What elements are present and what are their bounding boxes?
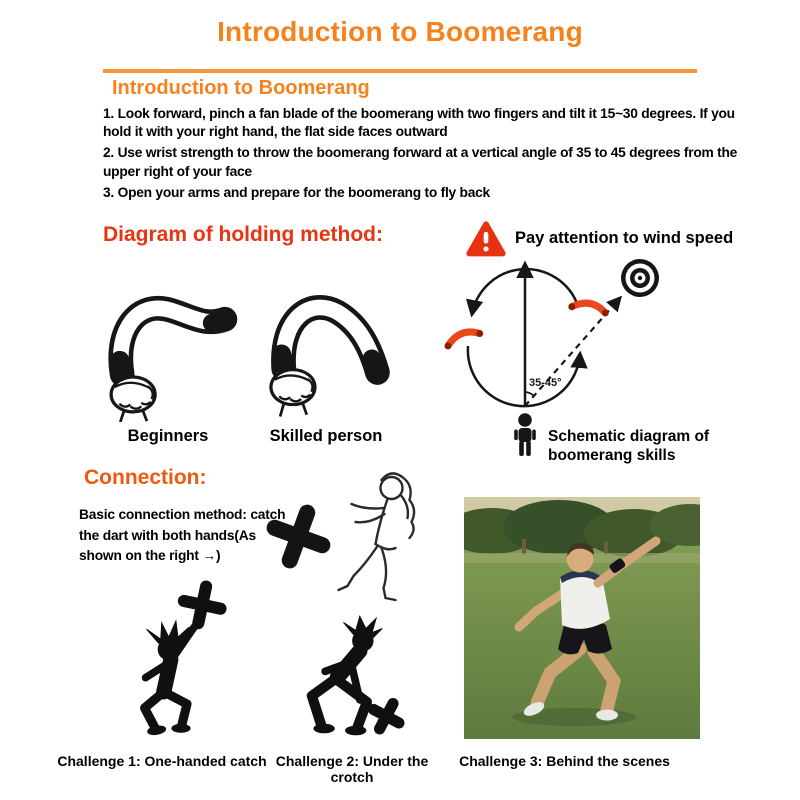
angle-arc: [525, 392, 534, 396]
target-icon: [621, 259, 659, 297]
intro-heading: Introduction to Boomerang: [112, 77, 370, 99]
beginner-label: Beginners: [127, 427, 209, 445]
title-divider: [103, 69, 697, 73]
step-1: 1. Look forward, pinch a fan blade of the boomerang with two fingers and tilt it 15~30 degrees. If you hold it with your right hand, the flat side faces outward: [103, 106, 735, 140]
angle-label: 35-45°: [529, 377, 562, 389]
boomerang-icon-right: [568, 299, 610, 319]
step-3: 3. Open your arms and prepare for the boomerang to fly back: [103, 184, 490, 200]
connection-heading: Connection:: [84, 466, 207, 489]
holding-method-heading: Diagram of holding method:: [103, 223, 383, 246]
beginner-grip-illustration: [90, 266, 246, 422]
fist-icon: [111, 377, 155, 422]
fist-icon: [271, 370, 315, 417]
catching-figure-illustration: [316, 466, 454, 608]
boomerang-tip: [212, 319, 224, 323]
grip-band: [281, 354, 283, 365]
skilled-label: Skilled person: [269, 427, 383, 445]
connection-text: Basic connection method: catch the dart with both hands(As shown on the right →): [79, 507, 286, 564]
page-title: Introduction to Boomerang: [217, 16, 583, 47]
schematic-caption: Schematic diagram of boomerang skills: [548, 428, 710, 464]
boomerang-icon-left: [442, 327, 484, 350]
person-icon: [514, 413, 536, 456]
wind-warning-text: Pay attention to wind speed: [515, 229, 734, 247]
challenge3-photo: [464, 497, 700, 739]
skilled-grip-illustration: [250, 266, 402, 422]
boomerang-tip: [372, 359, 378, 372]
challenge2-silhouette: [266, 610, 424, 745]
step-2: 2. Use wrist strength to throw the boomerang forward at a vertical angle of 35 to 45 degrees from the upper right of your face: [103, 145, 738, 179]
cross-boomerang-icon: [173, 578, 231, 634]
challenge2-caption: Challenge 2: Under the crotch: [275, 753, 429, 785]
challenge3-caption: Challenge 3: Behind the scenes: [459, 753, 670, 769]
instruction-steps: [103, 105, 751, 205]
grip-band: [120, 361, 122, 373]
challenge1-silhouette: [98, 578, 270, 746]
challenge1-caption: Challenge 1: One-handed catch: [57, 753, 267, 769]
